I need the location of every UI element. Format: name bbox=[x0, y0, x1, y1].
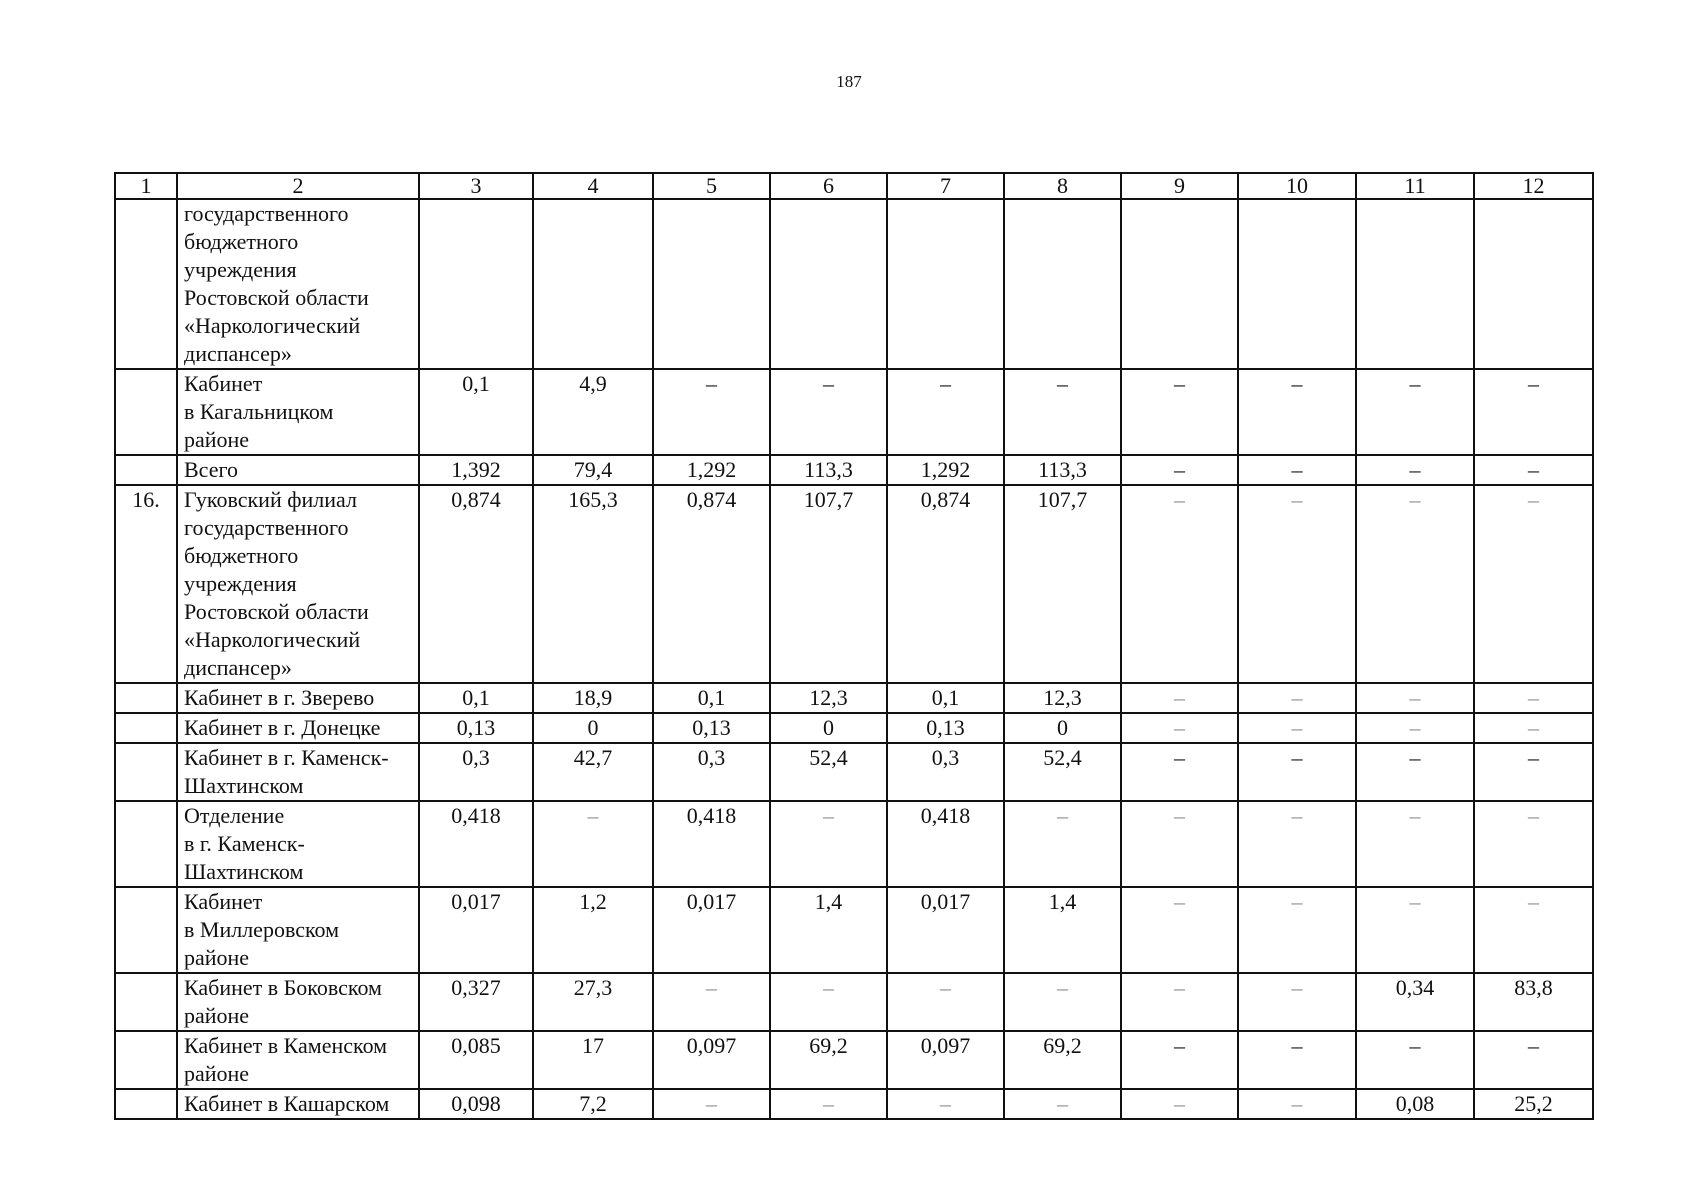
value-cell: 0,13 bbox=[419, 713, 533, 743]
value-cell: – bbox=[1356, 485, 1474, 683]
value-cell: – bbox=[1238, 1031, 1356, 1089]
row-name-cell: Кабинет в г. Зверево bbox=[177, 683, 419, 713]
table-row bbox=[115, 455, 1593, 485]
value-cell: – bbox=[1238, 743, 1356, 801]
value-cell: 27,3 bbox=[533, 973, 653, 1031]
value-cell: 0,098 bbox=[419, 1089, 533, 1119]
value-cell bbox=[419, 199, 533, 369]
table-row bbox=[115, 683, 1593, 713]
column-header: 6 bbox=[770, 173, 887, 199]
value-cell: 0,1 bbox=[419, 683, 533, 713]
value-cell: 0 bbox=[770, 713, 887, 743]
value-cell: – bbox=[1004, 973, 1121, 1031]
value-cell: – bbox=[770, 369, 887, 455]
value-cell bbox=[1121, 199, 1238, 369]
value-cell: 0,017 bbox=[419, 887, 533, 973]
row-number-cell bbox=[115, 369, 177, 455]
row-name-cell: Кабинет в Миллеровском районе bbox=[177, 887, 419, 973]
value-cell: 1,392 bbox=[419, 455, 533, 485]
value-cell: – bbox=[1238, 485, 1356, 683]
value-cell: 1,2 bbox=[533, 887, 653, 973]
value-cell: – bbox=[1004, 801, 1121, 887]
value-cell: 7,2 bbox=[533, 1089, 653, 1119]
value-cell: 0,3 bbox=[887, 743, 1004, 801]
column-header: 9 bbox=[1121, 173, 1238, 199]
row-name-cell: Всего bbox=[177, 455, 419, 485]
value-cell: – bbox=[1004, 1089, 1121, 1119]
table-row bbox=[115, 485, 1593, 683]
row-number-cell bbox=[115, 455, 177, 485]
value-cell bbox=[533, 199, 653, 369]
value-cell: 0,418 bbox=[887, 801, 1004, 887]
value-cell: 0 bbox=[1004, 713, 1121, 743]
value-cell: – bbox=[1121, 1031, 1238, 1089]
value-cell: 0,874 bbox=[653, 485, 770, 683]
value-cell: 79,4 bbox=[533, 455, 653, 485]
column-header: 11 bbox=[1356, 173, 1474, 199]
value-cell: 0,1 bbox=[419, 369, 533, 455]
value-cell: 107,7 bbox=[770, 485, 887, 683]
row-name-cell: Кабинет в Кашарском bbox=[177, 1089, 419, 1119]
value-cell bbox=[887, 199, 1004, 369]
row-name-cell: Кабинет в г. Каменск- Шахтинском bbox=[177, 743, 419, 801]
value-cell: – bbox=[1474, 887, 1593, 973]
column-header: 5 bbox=[653, 173, 770, 199]
value-cell: 0,418 bbox=[419, 801, 533, 887]
value-cell bbox=[1356, 199, 1474, 369]
value-cell: 0,874 bbox=[887, 485, 1004, 683]
value-cell: 0,13 bbox=[653, 713, 770, 743]
value-cell: 1,4 bbox=[1004, 887, 1121, 973]
value-cell: 0,327 bbox=[419, 973, 533, 1031]
value-cell: – bbox=[1474, 485, 1593, 683]
value-cell: 12,3 bbox=[770, 683, 887, 713]
row-name-cell: Кабинет в Кагальницком районе bbox=[177, 369, 419, 455]
column-header: 12 bbox=[1474, 173, 1593, 199]
value-cell: – bbox=[1004, 369, 1121, 455]
row-number-cell bbox=[115, 683, 177, 713]
value-cell: – bbox=[1356, 743, 1474, 801]
value-cell: – bbox=[1238, 801, 1356, 887]
value-cell: – bbox=[1121, 455, 1238, 485]
value-cell: 165,3 bbox=[533, 485, 653, 683]
value-cell: – bbox=[653, 973, 770, 1031]
value-cell bbox=[1474, 199, 1593, 369]
value-cell: – bbox=[1238, 887, 1356, 973]
value-cell: 0,3 bbox=[419, 743, 533, 801]
value-cell: – bbox=[1121, 801, 1238, 887]
data-table bbox=[114, 172, 1594, 1120]
value-cell: – bbox=[1356, 455, 1474, 485]
row-number-cell bbox=[115, 887, 177, 973]
value-cell: – bbox=[770, 1089, 887, 1119]
value-cell: – bbox=[770, 801, 887, 887]
row-number-cell bbox=[115, 713, 177, 743]
value-cell: – bbox=[1238, 1089, 1356, 1119]
value-cell: 0,418 bbox=[653, 801, 770, 887]
value-cell: 0,097 bbox=[653, 1031, 770, 1089]
row-number-cell bbox=[115, 801, 177, 887]
table-body bbox=[115, 199, 1593, 1119]
value-cell: 0,3 bbox=[653, 743, 770, 801]
table-row bbox=[115, 1031, 1593, 1089]
value-cell: 0,1 bbox=[887, 683, 1004, 713]
row-name-cell: государственного бюджетного учреждения Ростовской области «Наркологический диспансер» bbox=[177, 199, 419, 369]
value-cell: – bbox=[1474, 683, 1593, 713]
row-number-cell bbox=[115, 743, 177, 801]
column-header: 10 bbox=[1238, 173, 1356, 199]
value-cell: 0 bbox=[533, 713, 653, 743]
table-row bbox=[115, 1089, 1593, 1119]
row-name-cell: Отделение в г. Каменск- Шахтинском bbox=[177, 801, 419, 887]
page-number: 187 bbox=[836, 72, 862, 91]
table-row bbox=[115, 713, 1593, 743]
value-cell: – bbox=[1121, 743, 1238, 801]
value-cell: 0,1 bbox=[653, 683, 770, 713]
row-name-cell: Кабинет в Боковском районе bbox=[177, 973, 419, 1031]
value-cell: 4,9 bbox=[533, 369, 653, 455]
row-number-cell bbox=[115, 1031, 177, 1089]
value-cell: 52,4 bbox=[770, 743, 887, 801]
value-cell: 18,9 bbox=[533, 683, 653, 713]
value-cell: – bbox=[1238, 683, 1356, 713]
value-cell: 69,2 bbox=[1004, 1031, 1121, 1089]
value-cell: 1,4 bbox=[770, 887, 887, 973]
value-cell: – bbox=[1238, 713, 1356, 743]
value-cell: – bbox=[1121, 683, 1238, 713]
value-cell: – bbox=[887, 1089, 1004, 1119]
value-cell: – bbox=[1474, 455, 1593, 485]
table-header bbox=[115, 173, 1593, 199]
value-cell: 0,097 bbox=[887, 1031, 1004, 1089]
table-row bbox=[115, 801, 1593, 887]
row-name-cell: Кабинет в Каменском районе bbox=[177, 1031, 419, 1089]
column-header: 7 bbox=[887, 173, 1004, 199]
value-cell bbox=[653, 199, 770, 369]
value-cell: 0,08 bbox=[1356, 1089, 1474, 1119]
value-cell: – bbox=[887, 369, 1004, 455]
column-header: 1 bbox=[115, 173, 177, 199]
value-cell: – bbox=[1356, 713, 1474, 743]
value-cell: – bbox=[1121, 973, 1238, 1031]
value-cell bbox=[770, 199, 887, 369]
value-cell: 42,7 bbox=[533, 743, 653, 801]
value-cell: 69,2 bbox=[770, 1031, 887, 1089]
column-header: 3 bbox=[419, 173, 533, 199]
value-cell: – bbox=[887, 973, 1004, 1031]
table-row bbox=[115, 369, 1593, 455]
value-cell: – bbox=[1474, 1031, 1593, 1089]
value-cell bbox=[1238, 199, 1356, 369]
row-number-cell bbox=[115, 1089, 177, 1119]
value-cell: 0,017 bbox=[653, 887, 770, 973]
value-cell: 107,7 bbox=[1004, 485, 1121, 683]
value-cell: – bbox=[1121, 713, 1238, 743]
value-cell: 25,2 bbox=[1474, 1089, 1593, 1119]
row-name-cell: Гуковский филиал государственного бюджетного учреждения Ростовской области «Наркологический диспансер» bbox=[177, 485, 419, 683]
value-cell: 1,292 bbox=[653, 455, 770, 485]
row-number-cell bbox=[115, 973, 177, 1031]
value-cell: – bbox=[1474, 713, 1593, 743]
value-cell: – bbox=[1238, 973, 1356, 1031]
value-cell: – bbox=[653, 369, 770, 455]
value-cell: 0,017 bbox=[887, 887, 1004, 973]
value-cell: – bbox=[653, 1089, 770, 1119]
value-cell: 17 bbox=[533, 1031, 653, 1089]
value-cell: – bbox=[1121, 887, 1238, 973]
value-cell: – bbox=[1356, 1031, 1474, 1089]
column-header: 2 bbox=[177, 173, 419, 199]
value-cell: – bbox=[1356, 887, 1474, 973]
row-number-cell bbox=[115, 199, 177, 369]
table-row bbox=[115, 973, 1593, 1031]
value-cell: 83,8 bbox=[1474, 973, 1593, 1031]
table-row bbox=[115, 199, 1593, 369]
value-cell: 113,3 bbox=[1004, 455, 1121, 485]
value-cell: – bbox=[1238, 369, 1356, 455]
value-cell: – bbox=[1474, 801, 1593, 887]
value-cell: 113,3 bbox=[770, 455, 887, 485]
row-name-cell: Кабинет в г. Донецке bbox=[177, 713, 419, 743]
value-cell: 12,3 bbox=[1004, 683, 1121, 713]
value-cell: 0,874 bbox=[419, 485, 533, 683]
value-cell: – bbox=[1121, 485, 1238, 683]
table-row bbox=[115, 887, 1593, 973]
value-cell: – bbox=[1356, 369, 1474, 455]
value-cell bbox=[1004, 199, 1121, 369]
header-row bbox=[115, 173, 1593, 199]
value-cell: – bbox=[1121, 369, 1238, 455]
value-cell: 52,4 bbox=[1004, 743, 1121, 801]
column-header: 8 bbox=[1004, 173, 1121, 199]
value-cell: – bbox=[1121, 1089, 1238, 1119]
row-number-cell: 16. bbox=[115, 485, 177, 683]
value-cell: – bbox=[1474, 369, 1593, 455]
column-header: 4 bbox=[533, 173, 653, 199]
value-cell: 0,085 bbox=[419, 1031, 533, 1089]
value-cell: – bbox=[1238, 455, 1356, 485]
value-cell: – bbox=[1356, 801, 1474, 887]
value-cell: 1,292 bbox=[887, 455, 1004, 485]
value-cell: – bbox=[1474, 743, 1593, 801]
value-cell: 0,34 bbox=[1356, 973, 1474, 1031]
value-cell: – bbox=[533, 801, 653, 887]
value-cell: – bbox=[770, 973, 887, 1031]
table-row bbox=[115, 743, 1593, 801]
value-cell: – bbox=[1356, 683, 1474, 713]
value-cell: 0,13 bbox=[887, 713, 1004, 743]
